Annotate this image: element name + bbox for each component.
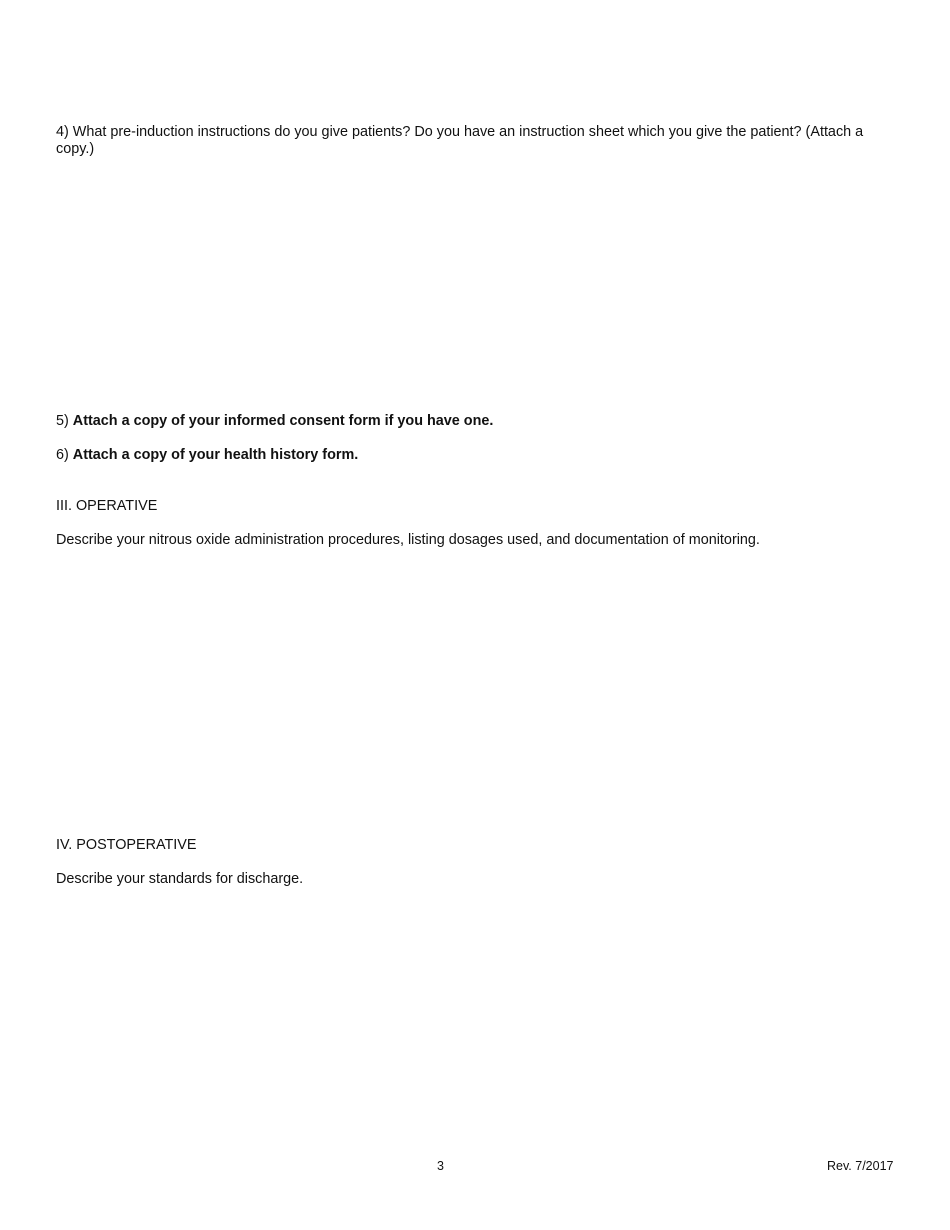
postoperative-prompt: Describe your standards for discharge. [56, 871, 304, 887]
question-4: 4) What pre-induction instructions do you give patients? Do you have an instruction sheet which you give the patient? (Attach a copy.) [56, 124, 864, 157]
question-6 [56, 447, 358, 464]
operative-prompt: Describe your nitrous oxide administration procedures, listing dosages used, and documentation of monitoring. [56, 532, 760, 548]
revision-date: Rev. 7/2017 [827, 1159, 894, 1173]
question-6-text: Attach a copy of your health history form. [72, 447, 359, 463]
operative-heading: III. OPERATIVE [56, 498, 158, 514]
question-5-number: 5) [56, 413, 73, 429]
postoperative-heading: IV. POSTOPERATIVE [56, 837, 197, 853]
page-number: 3 [437, 1159, 444, 1173]
question-5 [56, 413, 493, 430]
question-6-number: 6) [56, 447, 73, 463]
question-5-text: Attach a copy of your informed consent form if you have one. [72, 413, 494, 429]
